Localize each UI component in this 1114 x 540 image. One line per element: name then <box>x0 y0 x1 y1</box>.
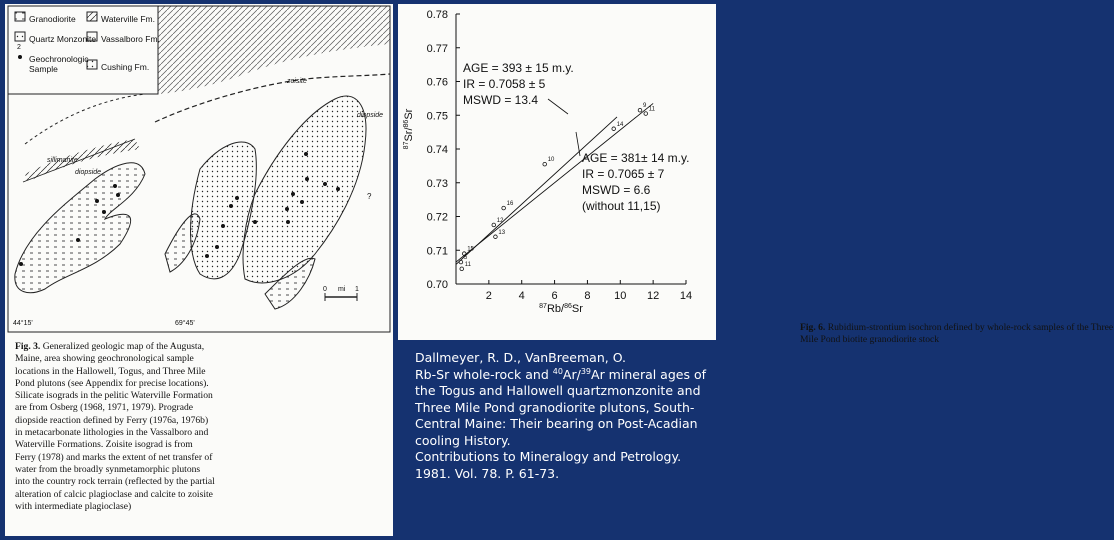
citation-authors: Dallmeyer, R. D., VanBreeman, O. <box>415 350 626 365</box>
citation <box>415 350 715 482</box>
label-sillimanite: sillimanite <box>47 157 78 164</box>
sample-marker <box>18 55 22 59</box>
y-tick-label: 0.71 <box>426 245 448 258</box>
x-tick-label: 14 <box>679 290 693 302</box>
x-tick-label: 6 <box>551 290 558 302</box>
legend-cushing: Cushing Fm. <box>101 62 150 72</box>
citation-journal: Contributions to Mineralogy and Petrology. 1981. Vol. 78. P. 61-73. <box>415 449 682 481</box>
scale-zero: 0 <box>323 286 327 293</box>
data-point-label: 10 <box>547 157 555 164</box>
upper-mswd-label: MSWD = 13.4 <box>463 93 539 107</box>
three-mile-pond-pluton <box>243 96 366 283</box>
waterville-region <box>158 6 390 94</box>
data-point-label: 12 <box>496 217 504 224</box>
lower-ir-label: IR = 0.7065 ± 7 <box>582 167 665 181</box>
granodiorite-swatch <box>15 12 25 21</box>
data-point <box>502 206 506 210</box>
diopside-isograd <box>25 94 145 144</box>
scale-one: 1 <box>355 286 359 293</box>
legend-sample-line2: Sample <box>29 64 58 74</box>
legend-waterville: Waterville Fm. <box>101 14 155 24</box>
data-point-label: 16 <box>506 201 514 208</box>
isochron-chart <box>398 4 716 340</box>
coord-right: 69°45' <box>175 320 195 327</box>
citation-title: Rb-Sr whole-rock and $^{40}$Ar/$^{39}$Ar mineral ages of the Togus and Hallowell quartzmonzonite and Three Mile Pond granodiorite plutons, South-Central Maine: Their bearing on Post-Acadian cooling History. <box>415 366 707 448</box>
y-tick-label: 0.74 <box>426 144 448 156</box>
data-point <box>459 260 463 264</box>
legend-vassalboro: Vassalboro Fm. <box>101 34 160 44</box>
label-diopside-mid: diopside <box>75 169 102 176</box>
x-tick-label: 10 <box>614 290 627 302</box>
data-point-label: 14 <box>616 121 624 128</box>
x-tick-label: 8 <box>584 290 591 302</box>
lower-note-label: (without 11,15) <box>582 199 661 213</box>
question-mark: ? <box>367 192 372 201</box>
geologic-map-panel <box>5 4 393 536</box>
y-tick-label: 0.77 <box>426 42 448 55</box>
data-point <box>460 267 464 271</box>
upper-leader <box>548 99 568 114</box>
label-diopside-right: diopside <box>357 112 384 119</box>
legend-quartz-monzonite: Quartz Monzonite <box>29 34 97 44</box>
x-tick-label: 2 <box>485 290 492 302</box>
data-point <box>638 108 642 112</box>
data-point-label: 9 <box>643 103 647 110</box>
data-point <box>494 235 498 239</box>
upper-age-label: AGE = 393 ± 15 m.y. <box>463 61 574 75</box>
chart-axes <box>456 14 686 284</box>
label-zoisite: zoisite <box>287 78 307 85</box>
data-point <box>644 112 648 116</box>
scale-mi: mi <box>338 286 346 293</box>
data-point-label: 11 <box>648 106 655 113</box>
caption-text: Generalized geologic map of the Augusta, Maine, area showing geochronological sample locations in the Hallowell, Togus, and Three Mile Pond plutons (see Appendix for precise locations). Silicate isograds in the pelitic Waterville Formation are from Osberg (1968, 1971, 1979). Prograde diopside reaction defined by Ferry (1976a, 1976b) in metacarbonate lithologies in the Vassalboro and Waterville Formations. Zoisite isograd is from Ferry (1978) and marks the extent of net transfer of water from the broadly synmetamorphic plutons into the country rock terrain (reflected by the partial alteration of calcic plagioclase and calcite to zoisite with intermediate plagioclase) <box>15 341 215 512</box>
legend-granodiorite: Granodiorite <box>29 14 76 24</box>
legend-sample-line1: Geochronologic <box>29 54 89 64</box>
waterville-swatch <box>87 12 97 21</box>
y-tick-label: 0.70 <box>426 279 448 291</box>
y-axis-label: $^{87}$Sr/$^{86}$Sr <box>403 108 415 150</box>
fig6-caption-text: Rubidium-strontium isochron defined by whole-rock samples of the Three Mile Pond biotite granodiorite stock <box>800 322 1114 345</box>
isochron-chart-panel <box>398 4 1114 345</box>
data-point-label: 11 <box>464 261 471 268</box>
data-point <box>612 127 616 131</box>
coord-left: 44°15' <box>13 320 33 327</box>
lower-mswd-label: MSWD = 6.6 <box>582 183 651 197</box>
y-tick-label: 0.73 <box>426 177 448 190</box>
y-tick-label: 0.78 <box>426 9 448 21</box>
legend-sample-number: 2 <box>17 44 21 51</box>
quartz-monzonite-swatch <box>15 32 25 41</box>
caption-label: Fig. 3. <box>15 341 41 352</box>
data-point-label: 5 <box>463 255 468 262</box>
data-point-label: 15 <box>467 246 474 253</box>
y-tick-label: 0.76 <box>426 76 448 89</box>
upper-ir-label: IR = 0.7058 ± 5 <box>463 77 546 91</box>
x-axis-label: $^{87}$Rb/$^{86}$Sr <box>539 303 583 315</box>
y-tick-label: 0.72 <box>426 211 448 224</box>
data-point-label: 13 <box>498 229 506 236</box>
data-point <box>492 223 496 227</box>
x-tick-label: 12 <box>647 290 660 302</box>
y-tick-label: 0.75 <box>426 110 448 123</box>
hallowell-pluton <box>15 163 145 293</box>
fig6-caption-label: Fig. 6. <box>800 322 826 333</box>
x-tick-label: 4 <box>518 290 525 302</box>
figure-6-caption <box>800 322 1114 346</box>
figure-3-caption <box>15 341 215 513</box>
lower-age-label: AGE = 381± 14 m.y. <box>582 151 690 165</box>
data-point <box>543 162 547 166</box>
